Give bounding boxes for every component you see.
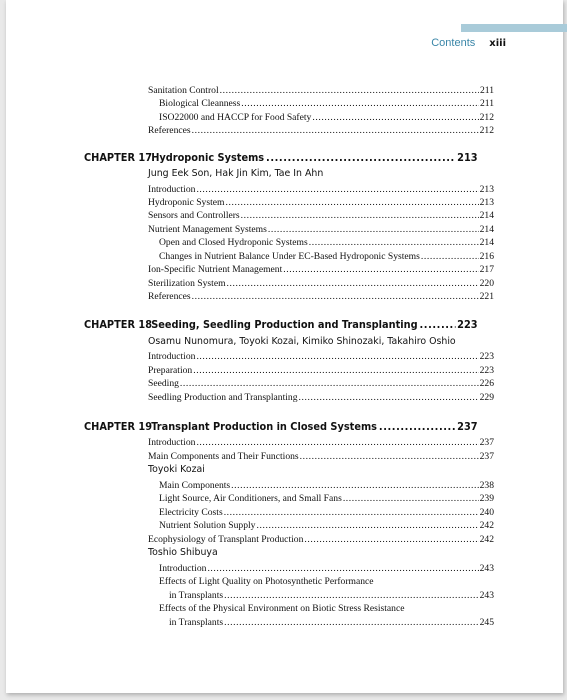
toc-entry[interactable]: Ecophysiology of Transplant Production ..... 242 xyxy=(148,534,494,545)
toc-entry[interactable]: Introduction ..... 213 xyxy=(148,184,494,195)
toc-entry[interactable]: Preparation ..... 223 xyxy=(148,365,494,376)
toc-entry[interactable]: References ..... 212 xyxy=(148,125,494,136)
running-header xyxy=(6,37,506,49)
header-accent-bar xyxy=(461,24,567,32)
toc-entry[interactable]: Open and Closed Hydroponic Systems ..... 214 xyxy=(159,237,494,248)
section-authors: Toshio Shibuya xyxy=(148,547,218,558)
toc-entry-first-line[interactable]: Effects of Light Quality on Photosynthetic Performance xyxy=(159,576,374,587)
toc-entry[interactable]: Introduction ..... 237 xyxy=(148,437,494,448)
running-header-label: Contents xyxy=(431,37,476,49)
toc-entry[interactable]: Hydroponic System ..... 213 xyxy=(148,197,494,208)
page-number: xiii xyxy=(489,38,506,49)
toc-entry[interactable]: Sensors and Controllers ..... 214 xyxy=(148,210,494,221)
toc-entry[interactable]: Seeding ..... 226 xyxy=(148,378,494,389)
chapter-authors: Jung Eek Son, Hak Jin Kim, Tae In Ahn xyxy=(148,168,324,179)
toc-entry[interactable]: References ..... 221 xyxy=(148,291,494,302)
toc-entry[interactable]: Biological Cleanness ..... 211 xyxy=(159,98,494,109)
toc-entry[interactable]: Introduction ..... 223 xyxy=(148,351,494,362)
toc-entry[interactable]: Nutrient Solution Supply ..... 242 xyxy=(159,520,494,531)
toc-entry[interactable]: Seedling Production and Transplanting ..... 229 xyxy=(148,392,494,403)
toc-entry[interactable]: Introduction ..... 243 xyxy=(159,563,494,574)
toc-entry[interactable]: Changes in Nutrient Balance Under EC-Based Hydroponic Systems ..... 216 xyxy=(159,251,494,262)
chapter-authors: Osamu Nunomura, Toyoki Kozai, Kimiko Shinozaki, Takahiro Oshio xyxy=(148,336,456,347)
toc-entry[interactable]: in Transplants ..... 245 xyxy=(169,617,494,628)
toc-entry[interactable]: Main Components and Their Functions ..... 237 xyxy=(148,451,494,462)
toc-entry[interactable]: Electricity Costs ..... 240 xyxy=(159,507,494,518)
toc-entry[interactable]: Light Source, Air Conditioners, and Small Fans ..... 239 xyxy=(159,493,494,504)
toc-entry-first-line[interactable]: Effects of the Physical Environment on Biotic Stress Resistance xyxy=(159,603,405,614)
chapter-heading[interactable]: CHAPTER 19 Transplant Production in Closed Systems ..... 237 xyxy=(84,422,478,433)
toc-entry[interactable]: Sterilization System ..... 220 xyxy=(148,278,494,289)
toc-entry[interactable]: Ion-Specific Nutrient Management ..... 217 xyxy=(148,264,494,275)
chapter-heading[interactable]: CHAPTER 18 Seeding, Seedling Production and Transplanting ..... 223 xyxy=(84,320,478,331)
toc-entry[interactable]: Main Components ..... 238 xyxy=(159,480,494,491)
toc-entry[interactable]: in Transplants ..... 243 xyxy=(169,590,494,601)
chapter-heading[interactable]: CHAPTER 17 Hydroponic Systems ..... 213 xyxy=(84,153,478,164)
page xyxy=(6,0,563,693)
toc-entry[interactable]: Nutrient Management Systems ..... 214 xyxy=(148,224,494,235)
toc-entry[interactable]: Sanitation Control ..... 211 xyxy=(148,85,494,96)
toc-entry[interactable]: ISO22000 and HACCP for Food Safety ..... 212 xyxy=(159,112,494,123)
section-authors: Toyoki Kozai xyxy=(148,464,205,475)
